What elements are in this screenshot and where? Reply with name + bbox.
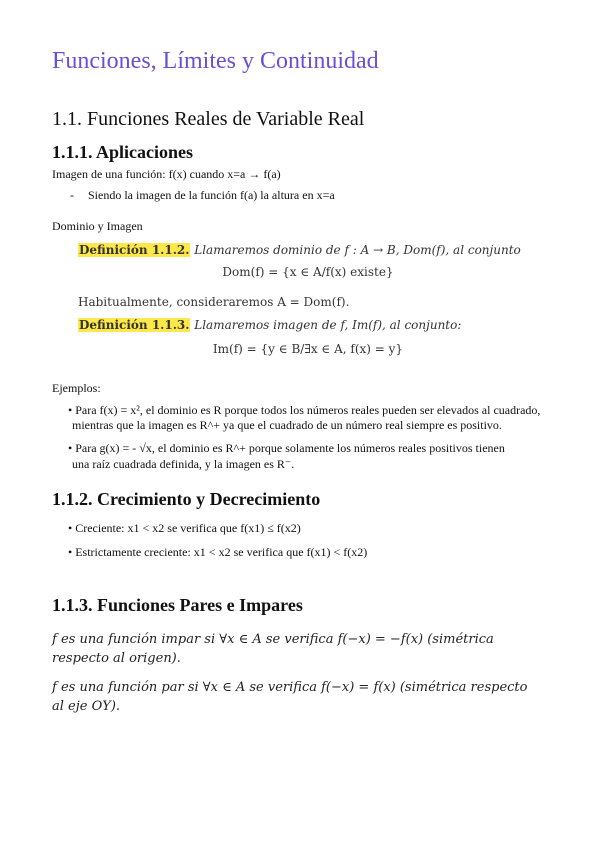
imagen-bullet: Siendo la imagen de la función f(a) la altura en x=a [88,188,335,202]
creciente-bullet: • Creciente: x1 < x2 se verifica que f(x1) ≤ f(x2) [68,521,301,535]
page-title: Funciones, Límites y Continuidad [52,48,379,74]
section-heading-1-1-3: 1.1.3. Funciones Pares e Impares [52,595,303,615]
definition-1-1-3 [78,318,461,332]
impar-line-1: f es una función impar si ∀x ∈ A se verifica f(−x) = −f(x) (simétrica [52,632,494,647]
dominio-label: Dominio y Imagen [52,219,143,233]
im-formula: Im(f) = {y ∈ B/∃x ∈ A, f(x) = y} [212,342,404,356]
dom-formula: Dom(f) = {x ∈ A/f(x) existe} [222,265,394,279]
habitual-text: Habitualmente, consideraremos A = Dom(f). [78,295,350,309]
definition-1-1-2 [78,243,521,257]
definition-text: Llamaremos imagen de f, Im(f), al conjunto: [194,318,462,332]
definition-text: Llamaremos dominio de f : A → B, Dom(f), al conjunto [194,243,521,257]
ejemplos-label: Ejemplos: [52,381,101,395]
bullet-dash: - [70,188,74,202]
section-heading-1-1-1: 1.1.1. Aplicaciones [52,142,194,162]
par-line-2: al eje OY). [52,699,121,714]
par-line-1: f es una función par si ∀x ∈ A se verifica f(−x) = f(x) (simétrica respecto [52,680,528,695]
section-heading-1-1-2: 1.1.2. Crecimiento y Decrecimiento [52,489,321,509]
ejemplo-2-line-2: una raíz cuadrada definida, y la imagen es R⁻. [72,457,295,471]
estrictamente-creciente-bullet: • Estrictamente creciente: x1 < x2 se verifica que f(x1) < f(x2) [68,545,368,559]
ejemplo-1-line-2: mientras que la imagen es R^+ ya que el cuadrado de un número real siempre es positivo. [72,418,502,432]
definition-label: Definición 1.1.2. [79,243,190,257]
ejemplo-2-line-1: • Para g(x) = - √x, el dominio es R^+ porque solamente los números reales positivos tienen [68,441,505,455]
ejemplo-1-line-1: • Para f(x) = x², el dominio es R porque todos los números reales pueden ser elevados al cuadrado, [68,403,541,417]
section-heading-1-1: 1.1. Funciones Reales de Variable Real [52,108,365,130]
definition-label: Definición 1.1.3. [79,318,190,332]
impar-line-2: respecto al origen). [52,651,181,666]
imagen-line: Imagen de una función: f(x) cuando x=a → f(a) [52,167,281,181]
